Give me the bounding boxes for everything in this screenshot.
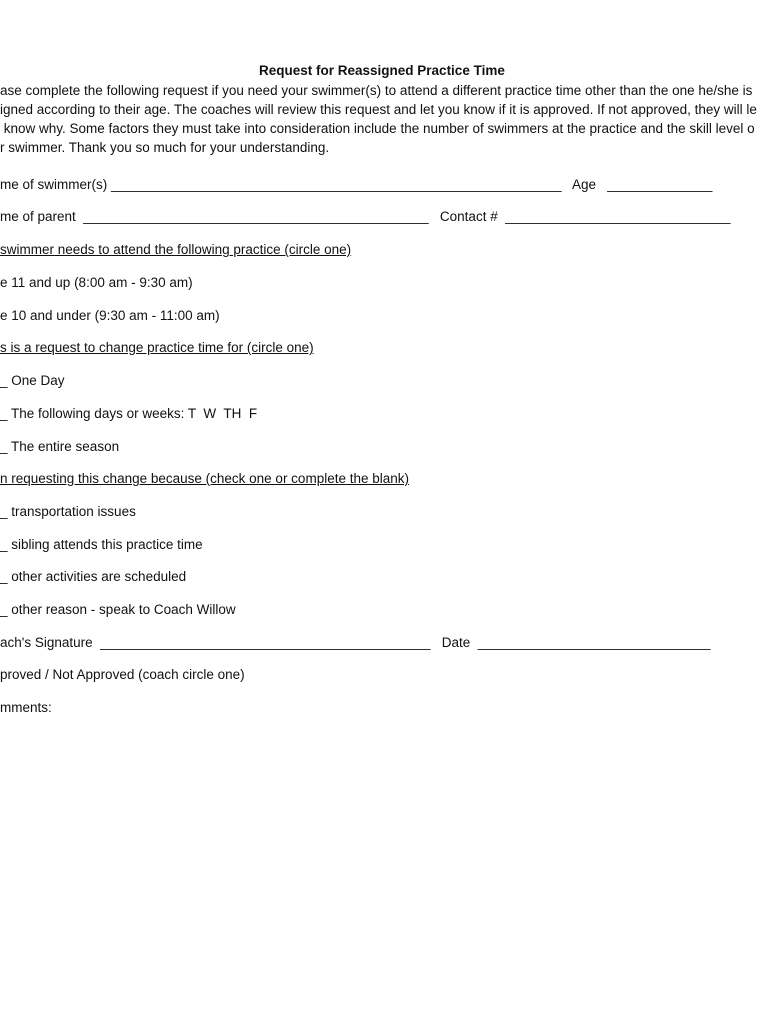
coach-signature-field[interactable]: ach's Signature ____________________________________________ Date _______________________________ bbox=[0, 635, 711, 650]
change-scope-heading: s is a request to change practice time for (circle one) bbox=[0, 340, 314, 355]
intro-line-3: know why. Some factors they must take into consideration include the number of swimmers at the practice and the skill level o bbox=[0, 121, 755, 136]
intro-line-1: ase complete the following request if you need your swimmer(s) to attend a different practice time other than the one he/she is bbox=[0, 83, 753, 98]
scope-option-one-day[interactable]: _ One Day bbox=[0, 373, 65, 388]
approval-line[interactable]: proved / Not Approved (coach circle one) bbox=[0, 667, 245, 682]
practice-option-11-up[interactable]: e 11 and up (8:00 am - 9:30 am) bbox=[0, 275, 193, 290]
swimmer-name-field[interactable]: me of swimmer(s) ____________________________________________________________ Age ______________ bbox=[0, 177, 713, 192]
reason-heading: n requesting this change because (check one or complete the blank) bbox=[0, 471, 410, 486]
form-title: Request for Reassigned Practice Time bbox=[259, 63, 505, 78]
reason-option-activities[interactable]: _ other activities are scheduled bbox=[0, 569, 187, 584]
intro-line-4: r swimmer. Thank you so much for your understanding. bbox=[0, 140, 330, 155]
reason-option-sibling[interactable]: _ sibling attends this practice time bbox=[0, 537, 203, 552]
practice-option-10-under[interactable]: e 10 and under (9:30 am - 11:00 am) bbox=[0, 308, 220, 323]
scope-option-days-weeks[interactable]: _ The following days or weeks: T W TH F bbox=[0, 406, 258, 421]
reason-option-other[interactable]: _ other reason - speak to Coach Willow bbox=[0, 602, 236, 617]
reason-option-transportation[interactable]: _ transportation issues bbox=[0, 504, 136, 519]
parent-contact-field[interactable]: me of parent ______________________________________________ Contact # ______________________________ bbox=[0, 209, 731, 224]
scope-option-entire-season[interactable]: _ The entire season bbox=[0, 439, 120, 454]
intro-line-2: igned according to their age. The coaches will review this request and let you know if it is approved. If not approved, they will le bbox=[0, 102, 757, 117]
practice-heading: swimmer needs to attend the following practice (circle one) bbox=[0, 242, 352, 257]
comments-label: mments: bbox=[0, 700, 52, 715]
